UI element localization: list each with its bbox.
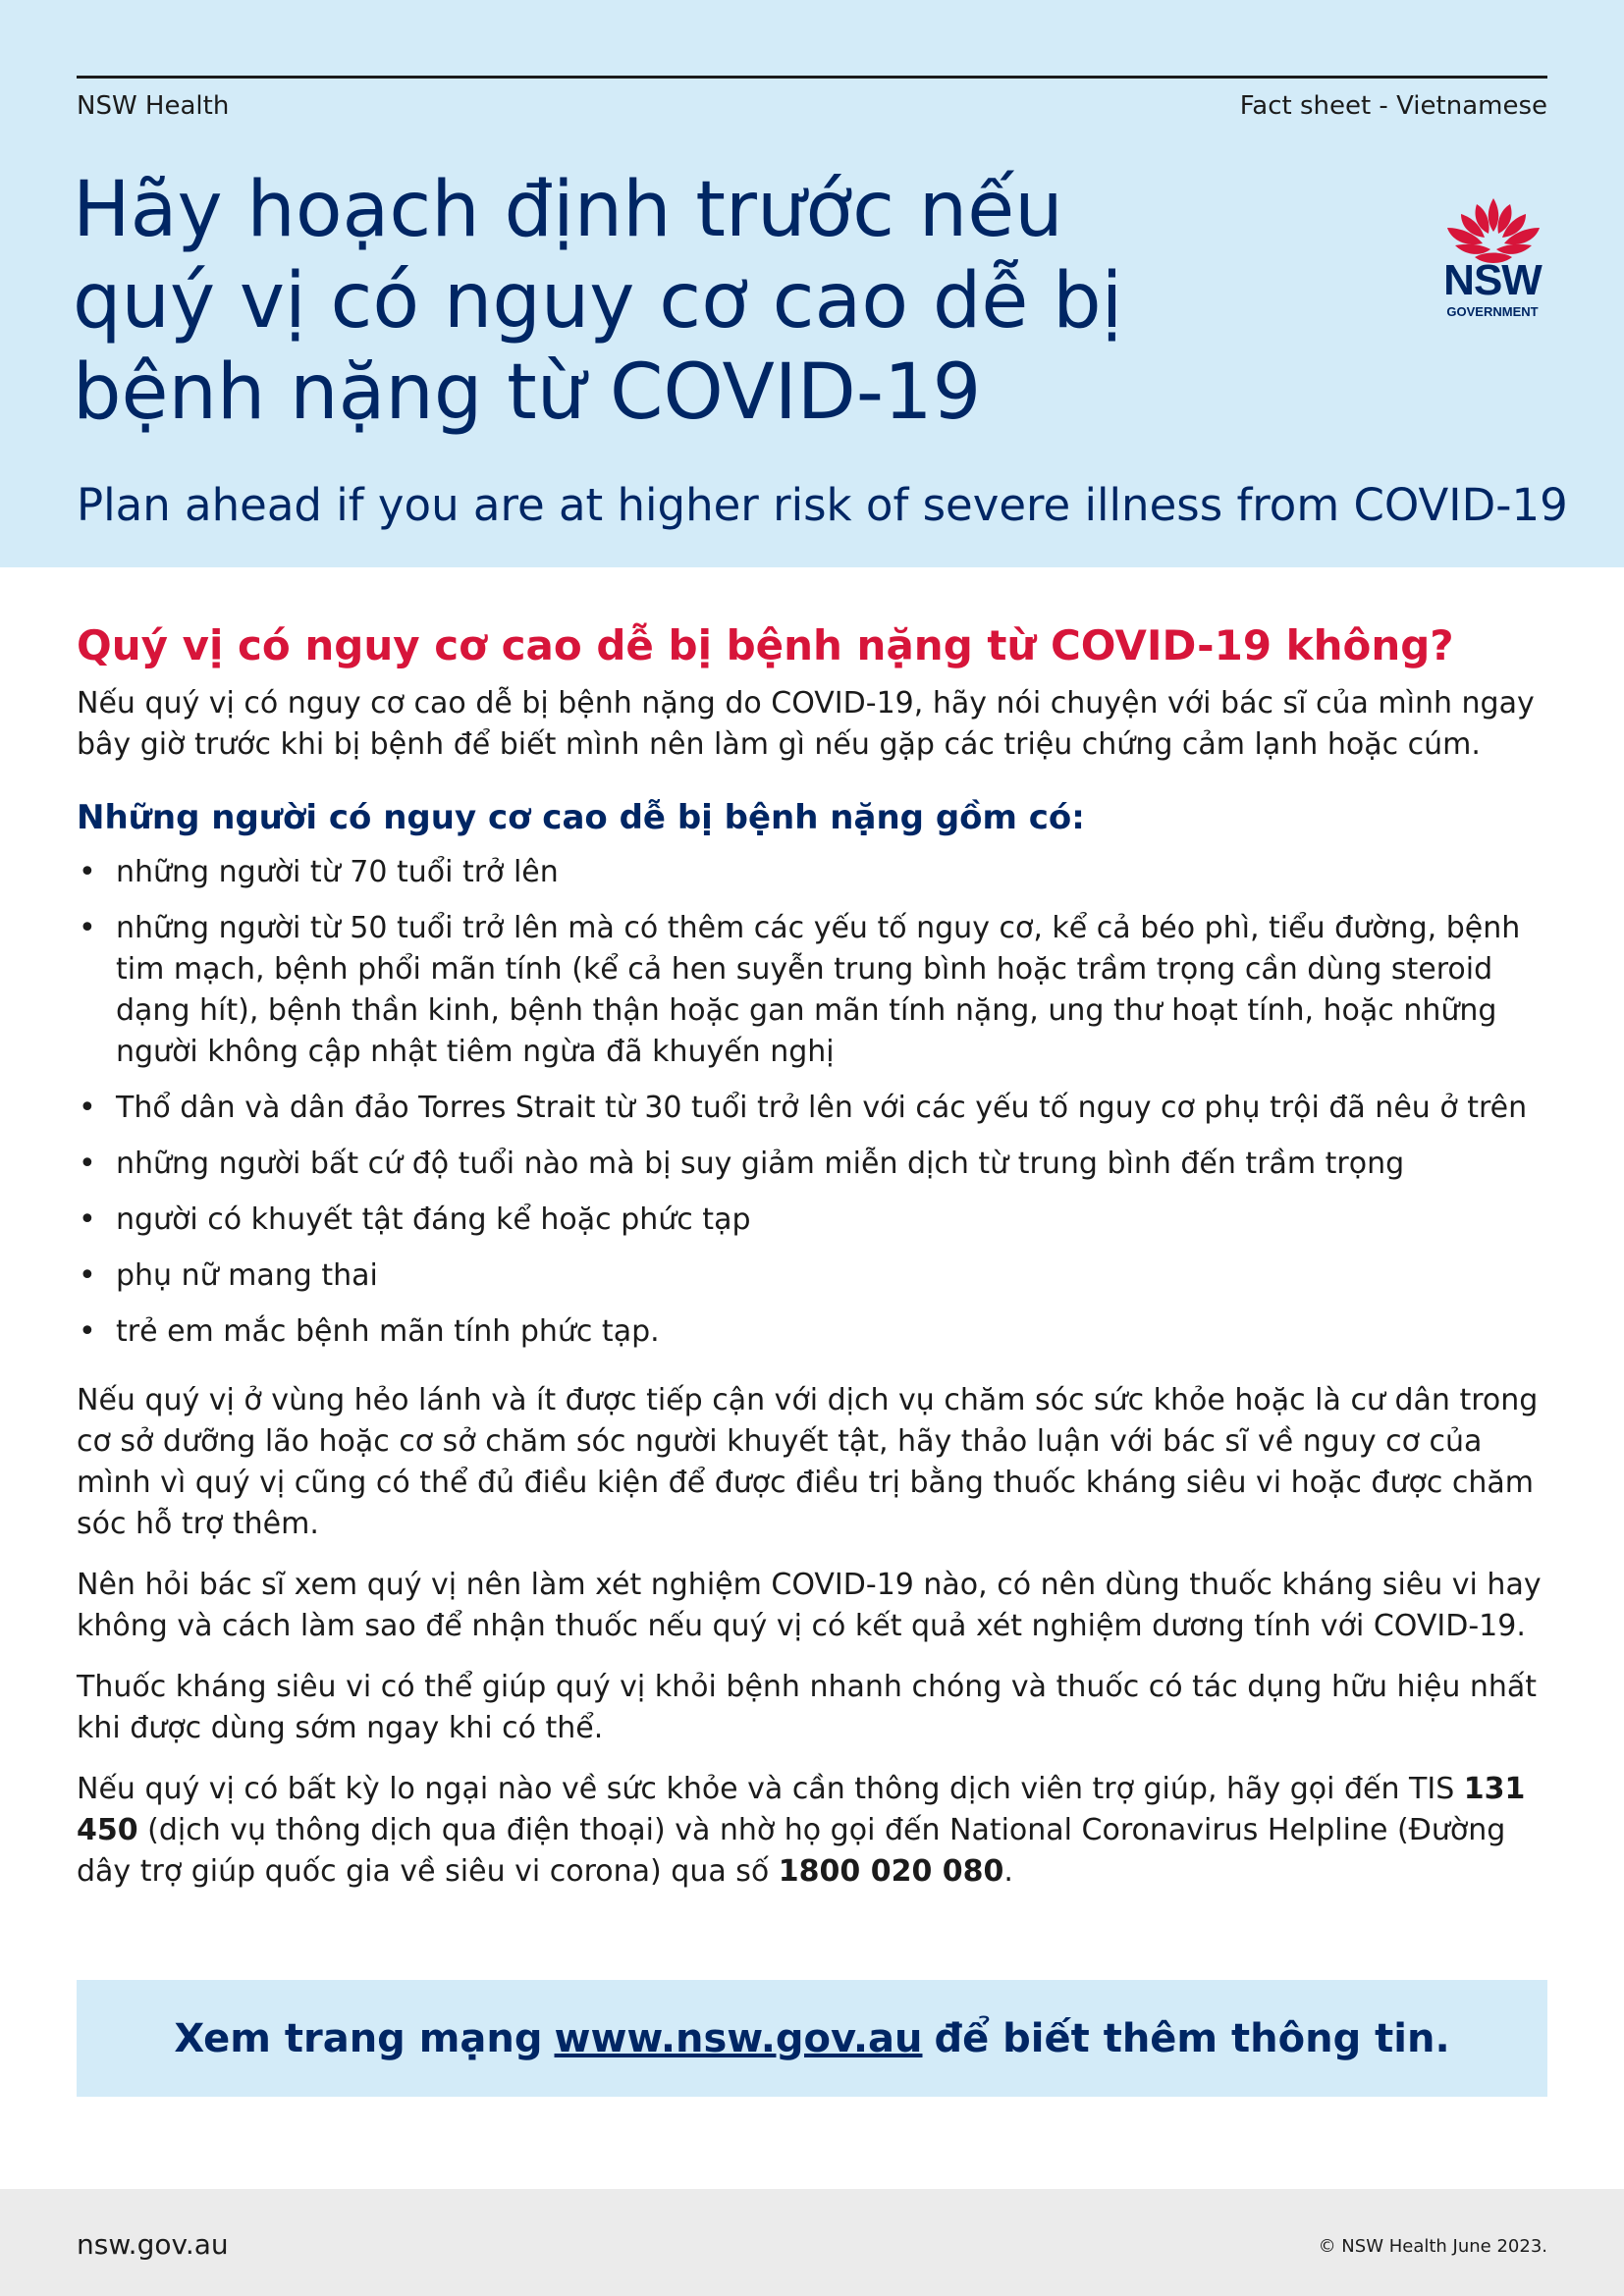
section-heading: Quý vị có nguy cơ cao dễ bị bệnh nặng từ COVID-19 không? bbox=[77, 621, 1454, 669]
bullet-icon: • bbox=[79, 1147, 96, 1181]
list-item-text: những người từ 70 tuổi trở lên bbox=[116, 855, 559, 889]
page-title bbox=[73, 165, 1349, 439]
nsw-government-logo bbox=[1435, 196, 1551, 326]
logo-government-text: GOVERNMENT bbox=[1446, 304, 1539, 319]
intro-paragraph: Nếu quý vị có nguy cơ cao dễ bị bệnh nặng do COVID-19, hãy nói chuyện với bác sĩ của mình ngay bây giờ trước khi bị bệnh để biết mình nên làm gì nếu gặp các triệu chứng cảm lạnh hoặc cúm. bbox=[77, 686, 1535, 762]
list-item-text: những người bất cứ độ tuổi nào mà bị suy giảm miễn dịch từ trung bình đến trầm trọng bbox=[116, 1147, 1405, 1181]
list-item bbox=[77, 1144, 1549, 1185]
title-line-1: Hãy hoạch định trước nếu bbox=[73, 166, 1063, 254]
interpreter-text-1: Nếu quý vị có bất kỳ lo ngại nào về sức khỏe và cần thông dịch viên trợ giúp, hãy gọi đến TIS bbox=[77, 1772, 1464, 1806]
bullet-icon: • bbox=[79, 911, 96, 945]
more-info-banner bbox=[77, 1980, 1547, 2097]
main-content bbox=[77, 618, 1549, 1893]
helpline-number: 1800 020 080 bbox=[778, 1854, 1004, 1889]
cta-text-after: để biết thêm thông tin. bbox=[934, 2015, 1450, 2061]
list-item bbox=[77, 1255, 1549, 1297]
bullet-icon: • bbox=[79, 1202, 96, 1237]
interpreter-paragraph bbox=[77, 1769, 1549, 1893]
bullet-icon: • bbox=[79, 1091, 96, 1125]
logo-nsw-text: NSW bbox=[1443, 256, 1542, 304]
list-heading: Những người có nguy cơ cao dễ bị bệnh nặng gồm có: bbox=[77, 798, 1085, 837]
list-item bbox=[77, 1311, 1549, 1353]
interpreter-text-2: (dịch vụ thông dịch qua điện thoại) và nhờ họ gọi đến National Coronavirus Helpline (Đường dây trợ giúp quốc gia về siêu vi corona) qua số bbox=[77, 1813, 1506, 1889]
list-item bbox=[77, 1200, 1549, 1241]
header-rule bbox=[77, 76, 1547, 79]
list-item-text: người có khuyết tật đáng kể hoặc phức tạp bbox=[116, 1202, 751, 1237]
list-item-text: những người từ 50 tuổi trở lên mà có thêm các yếu tố nguy cơ, kể cả béo phì, tiểu đường, bệnh tim mạch, bệnh phổi mãn tính (kể cả hen suyễn trung bình hoặc trầm trọng cần dùng steroid dạng hít), bệnh thần kinh, bệnh thận hoặc gan mãn tính nặng, ung thư hoạt tính, hoặc những người không cập nhật tiêm ngừa đã khuyến nghị bbox=[116, 911, 1521, 1069]
risk-group-list bbox=[77, 852, 1549, 1353]
list-item-text: Thổ dân và dân đảo Torres Strait từ 30 tuổi trở lên với các yếu tố nguy cơ phụ trội đã nêu ở trên bbox=[116, 1091, 1528, 1125]
footer-copyright: © NSW Health June 2023. bbox=[1318, 2236, 1547, 2257]
org-name: NSW Health bbox=[77, 91, 230, 121]
page-subtitle: Plan ahead if you are at higher risk of severe illness from COVID-19 bbox=[77, 479, 1568, 531]
list-item-text: phụ nữ mang thai bbox=[116, 1258, 378, 1293]
footer-site: nsw.gov.au bbox=[77, 2228, 229, 2261]
waratah-icon bbox=[1439, 196, 1547, 265]
tis-number: 131 450 bbox=[77, 1772, 1526, 1847]
antiviral-paragraph: Thuốc kháng siêu vi có thể giúp quý vị khỏi bệnh nhanh chóng và thuốc có tác dụng hữu hiệu nhất khi được dùng sớm ngay khi có thể. bbox=[77, 1670, 1538, 1745]
footer bbox=[0, 2189, 1624, 2296]
bullet-icon: • bbox=[79, 855, 96, 889]
header-banner bbox=[0, 0, 1624, 567]
list-item bbox=[77, 852, 1549, 893]
cta-text-before: Xem trang mạng bbox=[174, 2015, 543, 2061]
list-item bbox=[77, 1088, 1549, 1129]
title-line-2: quý vị có nguy cơ cao dễ bị bbox=[73, 257, 1123, 346]
nsw-website-link[interactable]: www.nsw.gov.au bbox=[554, 2015, 923, 2061]
bullet-icon: • bbox=[79, 1314, 96, 1349]
interpreter-text-3: . bbox=[1003, 1854, 1013, 1889]
list-item bbox=[77, 908, 1549, 1073]
list-item-text: trẻ em mắc bệnh mãn tính phức tạp. bbox=[116, 1314, 660, 1349]
bullet-icon: • bbox=[79, 1258, 96, 1293]
factsheet-label: Fact sheet - Vietnamese bbox=[1239, 91, 1547, 121]
title-line-3: bệnh nặng từ COVID-19 bbox=[73, 348, 982, 437]
ask-doctor-paragraph: Nên hỏi bác sĩ xem quý vị nên làm xét nghiệm COVID-19 nào, có nên dùng thuốc kháng siêu vi hay không và cách làm sao để nhận thuốc nếu quý vị có kết quả xét nghiệm dương tính với COVID-19. bbox=[77, 1568, 1542, 1643]
remote-area-paragraph: Nếu quý vị ở vùng hẻo lánh và ít được tiếp cận với dịch vụ chăm sóc sức khỏe hoặc là cư dân trong cơ sở dưỡng lão hoặc cơ sở chăm sóc người khuyết tật, hãy thảo luận với bác sĩ về nguy cơ của mình vì quý vị cũng có thể đủ điều kiện để được điều trị bằng thuốc kháng siêu vi hoặc được chăm sóc hỗ trợ thêm. bbox=[77, 1383, 1539, 1541]
